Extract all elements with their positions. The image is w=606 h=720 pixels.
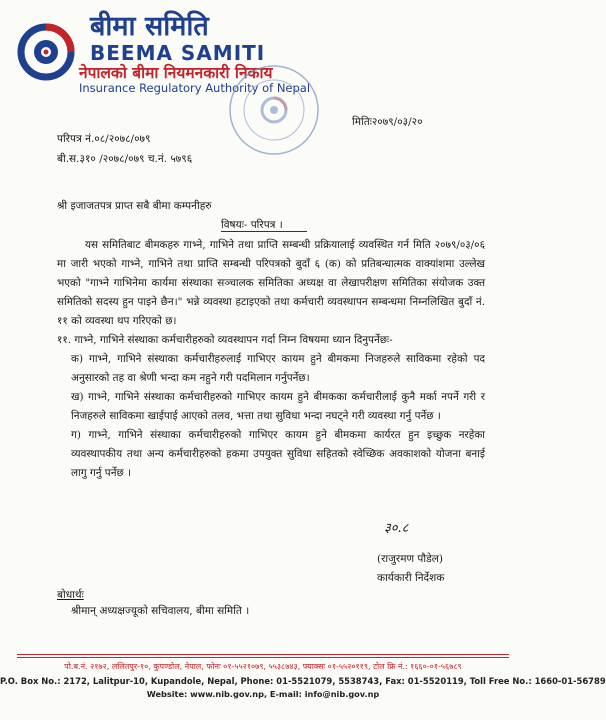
org-name-english: BEEMA SAMITI [90,41,266,65]
office-stamp-icon [226,62,322,158]
letter-date: मितिः२०७९/०३/२० [352,116,423,128]
org-subtitle-nepali: नेपालको बीमा नियमनकारी निकाय [79,64,273,82]
footer-divider [17,654,509,655]
cc-label: बोधार्थः [57,589,84,601]
body-paragraph-intro: यस समितिबाट बीमकहरु गाभ्ने, गाभिने तथा प्राप्ति सम्बन्धी प्रक्रियालाई व्यवस्थित गर्न मिति २०७९/०३/०६ मा जारी भएको गाभ्ने, गाभिने तथा प्राप्ति सम्बन्धी परिपत्रको बुदाँ ६ (क) को प्रतिबन्धात्मक वाक्यांशमा उल्लेख भएको "गाभ्ने गाभिनेमा कार्यमा संस्थाका सञ्चालक समितिका अध्यक्ष वा लेखापरीक्षण समितिका संयोजक उक्त समितिको सदस्य हुन पाइने छैन।" भन्ने व्यवस्था हटाइएको तथा कर्मचारी व्यवस्थापन सम्बन्धमा निम्नलिखित बुदाँ नं. ११ को व्यवस्था थप गरिएको छ। [57,239,485,327]
body-paragraph-point-kha: ख) गाभ्ने, गाभिने संस्थाका कर्मचारीहरुको गाभिएर कायम हुने बीमकका कर्मचारीलाई कुनै मर्का नपर्ने गरी र निजहरुले साविकमा खाईपाई आएको तलव, भत्ता तथा सुविधा भन्दा नघट्ने गरी व्यवस्था गर्नु पर्नेछ । [71,391,485,422]
addressee: श्री इजाजतपत्र प्राप्त सबै बीमा कम्पनीहरु [57,200,212,212]
beema-samiti-logo-icon [18,18,80,90]
footer-address-english: P.O. Box No.: 2172, Lalitpur-10, Kupandole, Nepal, Phone: 01-5521079, 5538743, Fax: 01-5520119, Toll Free No.: 1660-01-56789 [0,676,606,686]
body-paragraph-point-11: ११. गाभ्ने, गाभिने संस्थाका कर्मचारीहरुको व्यवस्थापन गर्दा निम्न विषयमा ध्यान दिनुपर्नेछः- [57,334,393,346]
subject-line: विषयः- परिपत्र । [221,219,283,231]
subject-underline [221,231,307,232]
signature: ३०.८ [384,521,409,536]
org-subtitle-english: Insurance Regulatory Authority of Nepal [79,81,311,95]
reference-number: परिपत्र नं.०८/२०७८/०७९ [57,133,151,145]
signer-title: कार्यकारी निर्देशक [377,572,445,584]
org-name-nepali: बीमा समिति [90,11,209,42]
footer-divider-secondary [17,657,509,658]
dispatch-number: बी.स.३१० /२०७८/०७९ च.नं. ५७९६ [57,153,193,165]
body-paragraph-point-ka: क) गाभ्ने, गाभिने संस्थाका कर्मचारीहरुलाई गाभिएर कायम हुने बीमकमा निजहरुले साविकमा रहेको पद अनुसारको तह वा श्रेणी भन्दा कम नहुने गरी पदमिलान गर्नुपर्नेछ। [71,353,485,384]
cc-recipient: श्रीमान् अध्यक्षज्यूको सचिवालय, बीमा समिति । [71,605,250,617]
signer-name: (राजुरमण पौडेल) [377,553,443,565]
body-paragraph-point-ga: ग) गाभ्ने, गाभिने संस्थाका कर्मचारीहरुको गाभिएर कायम हुने बीमकमा कार्यरत हुन इच्छुक नरहेका व्यवस्थापकीय तथा अन्य कर्मचारीहरुको हकमा उपयुक्त सुविधा सहितको स्वेच्छिक अवकाशको योजना बनाई लागु गर्नु पर्नेछ । [71,429,485,479]
footer-web-contact: Website: www.nib.gov.np, E-mail: info@nib.gov.np [146,689,380,699]
letter-body [57,236,485,483]
footer-address-nepali: पो.ब.नं. २१७२, ललितपुर-१०, कुपण्डोल, नेपाल, फोनः ०१-५५२१०७९, ५५३८७४३, फ्याक्सः ०१-५५२०११९, टोल फ्रि नं.: १६६०-०१-५६७८९ [64,662,462,671]
